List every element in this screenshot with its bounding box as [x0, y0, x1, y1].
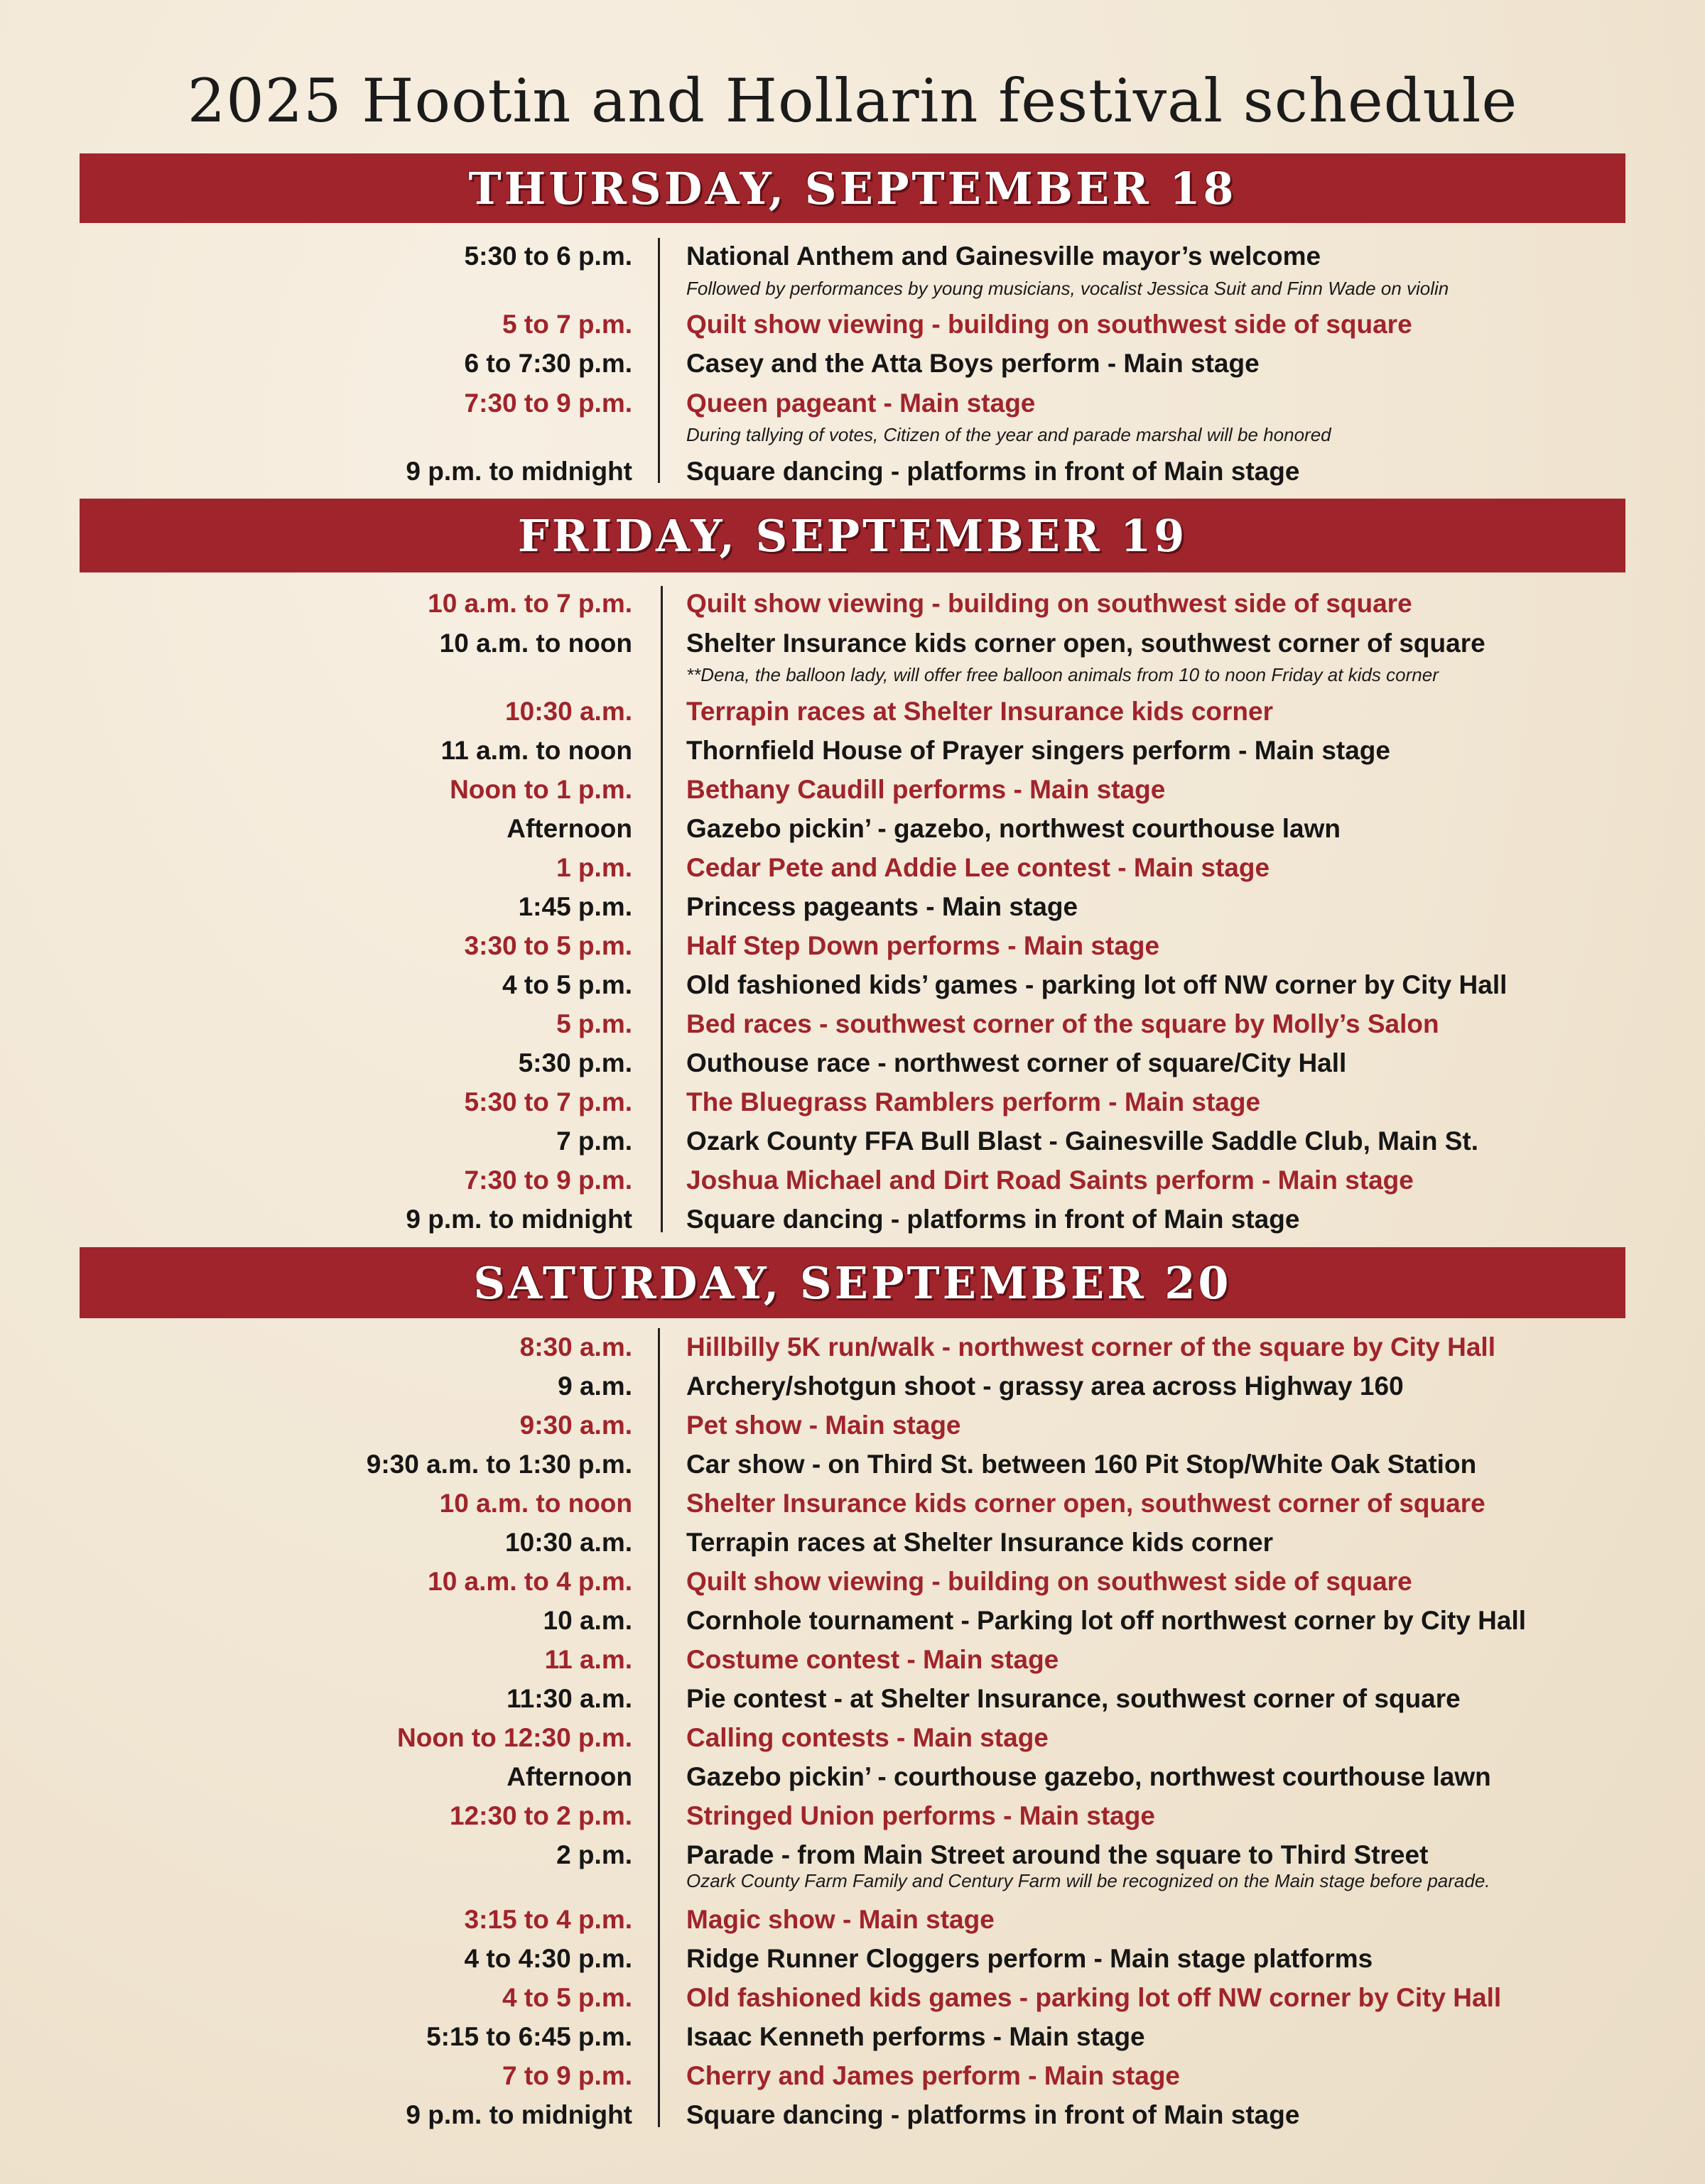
event-title: Shelter Insurance kids corner open, southwest corner of square: [686, 629, 1485, 658]
event-title: Quilt show viewing - building on southwest side of square: [686, 310, 1412, 339]
event-time: 10 a.m. to 7 p.m.: [428, 589, 632, 618]
event-time: 3:30 to 5 p.m.: [464, 931, 632, 960]
event-time: 10:30 a.m.: [505, 697, 632, 726]
event-title: Half Step Down performs - Main stage: [686, 931, 1160, 960]
event-time: 5:30 to 7 p.m.: [464, 1087, 632, 1117]
event-title: Stringed Union performs - Main stage: [686, 1801, 1155, 1830]
day-banner: SATURDAY, SEPTEMBER 20: [80, 1247, 1625, 1318]
event-time: Noon to 1 p.m.: [450, 775, 632, 804]
event-note: **Dena, the balloon lady, will offer free balloon animals from 10 to noon Friday at kids corner: [686, 664, 1439, 685]
event-title: Princess pageants - Main stage: [686, 892, 1078, 921]
event-time: 6 to 7:30 p.m.: [464, 349, 632, 378]
event-title: Hillbilly 5K run/walk - northwest corner of the square by City Hall: [686, 1332, 1495, 1362]
event-time: 5 to 7 p.m.: [502, 310, 632, 339]
event-time: 7:30 to 9 p.m.: [464, 389, 632, 418]
event-time: Afternoon: [507, 814, 632, 843]
event-time: 7 to 9 p.m.: [502, 2061, 632, 2090]
event-title: Square dancing - platforms in front of Main stage: [686, 1205, 1300, 1234]
column-divider: [658, 1328, 660, 2127]
event-time: 10 a.m. to noon: [439, 1489, 632, 1518]
event-title: Magic show - Main stage: [686, 1905, 995, 1934]
event-time: 4 to 4:30 p.m.: [464, 1944, 632, 1973]
event-title: The Bluegrass Ramblers perform - Main stage: [686, 1087, 1261, 1117]
event-title: Cornhole tournament - Parking lot off northwest corner by City Hall: [686, 1606, 1527, 1635]
event-title: Car show - on Third St. between 160 Pit Stop/White Oak Station: [686, 1450, 1477, 1479]
event-time: 5:30 p.m.: [518, 1048, 632, 1077]
event-time: 9 a.m.: [558, 1371, 632, 1401]
event-title: Terrapin races at Shelter Insurance kids corner: [686, 697, 1273, 726]
event-title: Square dancing - platforms in front of Main stage: [686, 457, 1300, 486]
event-title: Queen pageant - Main stage: [686, 389, 1036, 418]
event-time: 8:30 a.m.: [519, 1332, 632, 1362]
column-divider: [661, 586, 663, 1232]
event-time: 9 p.m. to midnight: [406, 2100, 632, 2129]
event-title: Isaac Kenneth performs - Main stage: [686, 2022, 1145, 2051]
event-time: 9:30 a.m.: [519, 1411, 632, 1440]
event-time: 11 a.m. to noon: [440, 736, 632, 765]
event-title: Casey and the Atta Boys perform - Main stage: [686, 349, 1260, 378]
event-title: Cedar Pete and Addie Lee contest - Main stage: [686, 853, 1270, 882]
event-title: Quilt show viewing - building on southwest side of square: [686, 1567, 1412, 1596]
event-time: 10 a.m.: [543, 1606, 632, 1635]
event-title: Shelter Insurance kids corner open, southwest corner of square: [686, 1489, 1485, 1518]
event-title: Outhouse race - northwest corner of square/City Hall: [686, 1048, 1347, 1077]
event-time: 7:30 to 9 p.m.: [464, 1166, 632, 1195]
event-time: 10 a.m. to 4 p.m.: [428, 1567, 632, 1596]
event-time: 4 to 5 p.m.: [502, 1983, 632, 2012]
event-title: Old fashioned kids games - parking lot off NW corner by City Hall: [686, 1983, 1502, 2012]
event-time: 9 p.m. to midnight: [406, 1205, 632, 1234]
event-title: Bethany Caudill performs - Main stage: [686, 775, 1166, 804]
event-note: Followed by performances by young musicians, vocalist Jessica Suit and Finn Wade on violin: [686, 278, 1449, 299]
event-time: 1 p.m.: [556, 853, 632, 882]
event-title: Thornfield House of Prayer singers perform - Main stage: [686, 736, 1390, 765]
day-banner: FRIDAY, SEPTEMBER 19: [80, 499, 1625, 572]
event-title: Costume contest - Main stage: [686, 1645, 1059, 1674]
event-title: Pie contest - at Shelter Insurance, southwest corner of square: [686, 1684, 1461, 1713]
event-title: National Anthem and Gainesville mayor’s welcome: [686, 241, 1321, 271]
event-time: 4 to 5 p.m.: [502, 970, 632, 999]
event-time: 10:30 a.m.: [505, 1528, 632, 1557]
event-time: 9:30 a.m. to 1:30 p.m.: [366, 1450, 632, 1479]
event-title: Calling contests - Main stage: [686, 1723, 1049, 1752]
event-title: Square dancing - platforms in front of Main stage: [686, 2100, 1300, 2129]
event-time: 12:30 to 2 p.m.: [449, 1801, 632, 1830]
column-divider: [658, 238, 660, 483]
event-title: Gazebo pickin’ - courthouse gazebo, northwest courthouse lawn: [686, 1762, 1491, 1791]
event-title: Ridge Runner Cloggers perform - Main stage platforms: [686, 1944, 1373, 1973]
event-title: Terrapin races at Shelter Insurance kids corner: [686, 1528, 1273, 1557]
event-time: Noon to 12:30 p.m.: [397, 1723, 632, 1752]
event-title: Ozark County FFA Bull Blast - Gainesville Saddle Club, Main St.: [686, 1126, 1478, 1156]
event-time: 11:30 a.m.: [507, 1684, 632, 1713]
event-title: Joshua Michael and Dirt Road Saints perform - Main stage: [686, 1166, 1414, 1195]
page-title: 2025 Hootin and Hollarin festival schedule: [187, 66, 1518, 136]
event-title: Bed races - southwest corner of the square by Molly’s Salon: [686, 1009, 1439, 1038]
event-note: During tallying of votes, Citizen of the year and parade marshal will be honored: [686, 424, 1331, 445]
event-time: 1:45 p.m.: [518, 892, 632, 921]
event-time: 2 p.m.: [556, 1840, 632, 1869]
event-time: 5:30 to 6 p.m.: [464, 241, 632, 271]
event-title: Parade - from Main Street around the square to Third Street: [686, 1840, 1429, 1869]
event-time: 11 a.m.: [544, 1645, 632, 1674]
event-title: Gazebo pickin’ - gazebo, northwest courthouse lawn: [686, 814, 1341, 843]
event-time: 10 a.m. to noon: [439, 629, 632, 658]
day-banner: THURSDAY, SEPTEMBER 18: [80, 153, 1625, 223]
event-time: 9 p.m. to midnight: [406, 457, 632, 486]
event-title: Archery/shotgun shoot - grassy area across Highway 160: [686, 1371, 1404, 1401]
event-time: 5 p.m.: [556, 1009, 632, 1038]
event-title: Old fashioned kids’ games - parking lot off NW corner by City Hall: [686, 970, 1508, 999]
event-time: 7 p.m.: [556, 1126, 632, 1156]
event-time: 3:15 to 4 p.m.: [464, 1905, 632, 1934]
event-title: Quilt show viewing - building on southwest side of square: [686, 589, 1412, 618]
event-title: Pet show - Main stage: [686, 1411, 961, 1440]
event-note: Ozark County Farm Family and Century Farm will be recognized on the Main stage before parade.: [686, 1870, 1490, 1891]
event-time: Afternoon: [507, 1762, 632, 1791]
event-title: Cherry and James perform - Main stage: [686, 2061, 1180, 2090]
event-time: 5:15 to 6:45 p.m.: [426, 2022, 632, 2051]
